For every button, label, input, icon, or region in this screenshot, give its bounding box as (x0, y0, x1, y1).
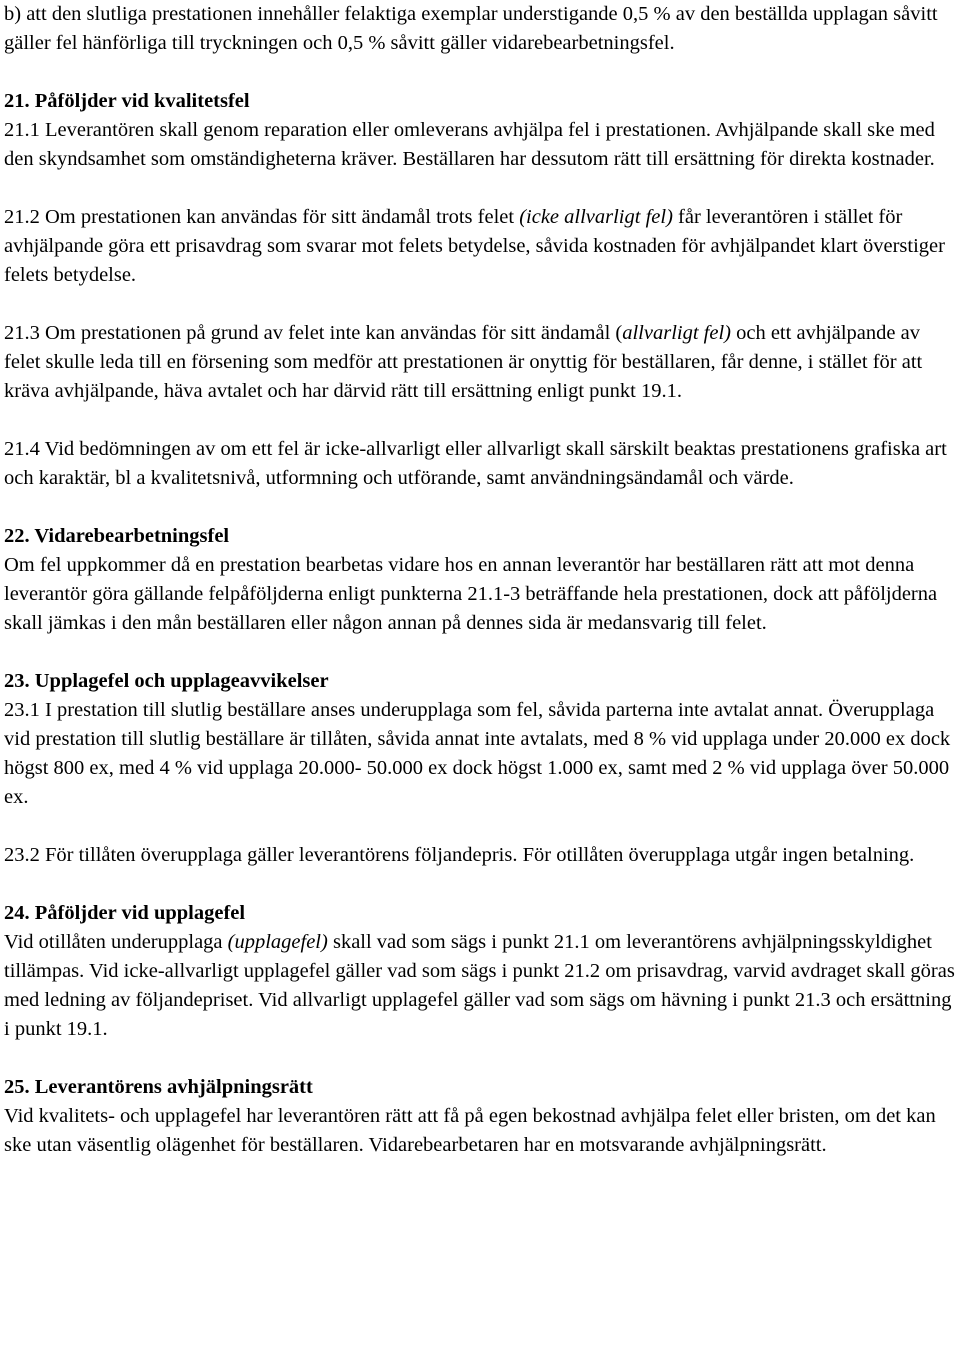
intro-paragraph: b) att den slutliga prestationen innehåller felaktiga exemplar understigande 0,5 % av den beställda upplagan såvitt gäller fel hänförliga till tryckningen och 0,5 % såvitt gäller vidarebearbetningsfel. (4, 3, 938, 54)
paragraph-21-3-italic: allvarligt fel) (622, 322, 731, 344)
section-22-heading: 22. Vidarebearbetningsfel (4, 525, 230, 547)
section-22 (4, 522, 956, 638)
section-24 (4, 899, 956, 1044)
paragraph-21-2-text-a: 21.2 Om prestationen kan användas för sitt ändamål trots felet (4, 206, 520, 228)
paragraph-21-4: 21.4 Vid bedömningen av om ett fel är icke-allvarligt eller allvarligt skall särskilt beaktas prestationens grafiska art och karaktär, bl a kvalitetsnivå, utformning och utförande, samt användningsändamål och värde. (4, 438, 947, 489)
paragraph-22: Om fel uppkommer då en prestation bearbetas vidare hos en annan leverantör har beställaren rätt att mot denna leverantör göra gällande felpåföljderna enligt punkterna 21.1-3 beträffande hela prestationen, dock att påföljderna skall jämkas i den mån beställaren eller någon annan på dennes sida är medansvarig till felet. (4, 554, 938, 634)
paragraph-23-1: 23.1 I prestation till slutlig beställare anses underupplaga som fel, såvida parterna inte avtalat annat. Överupplaga vid prestation till slutlig beställare är tillåten, såvida annat inte avtalats, med 8 % vid upplaga under 20.000 ex dock högst 800 ex, med 4 % vid upplaga 20.000- 50.000 ex dock högst 1.000 ex, samt med 2 % vid upplaga över 50.000 ex. (4, 699, 951, 808)
paragraph-21-3 (4, 319, 956, 406)
paragraph-25: Vid kvalitets- och upplagefel har leverantören rätt att få på egen bekostnad avhjälpa felet eller bristen, om det kan ske utan väsentlig olägenhet för beställaren. Vidarebearbetaren har en motsvarande avhjälpningsrätt. (4, 1105, 936, 1156)
paragraph-24 (4, 928, 956, 1044)
section-25 (4, 1073, 956, 1160)
section-21 (4, 87, 956, 493)
paragraph-21-2-text-b: får leverantören i stället för avhjälpande göra ett prisavdrag som svarar mot felets betydelse, såvida kostnaden för avhjälpandet klart överstiger felets betydelse. (4, 206, 945, 286)
section-24-heading: 24. Påföljder vid upplagefel (4, 902, 246, 924)
section-23-heading: 23. Upplagefel och upplageavvikelser (4, 670, 329, 692)
paragraph-24-text-b: skall vad som sägs i punkt 21.1 om leverantörens avhjälpningsskyldighet tillämpas. Vid icke-allvarligt upplagefel gäller vad som sägs i punkt 21.2 om prisavdrag, varvid avdraget skall göras med ledning av följandepriset. Vid allvarligt upplagefel gäller vad som sägs om hävning i punkt 21.3 och ersättning i punkt 19.1. (4, 931, 955, 1040)
paragraph-21-2-italic: (icke allvarligt fel) (519, 206, 673, 228)
paragraph-24-text-a: Vid otillåten underupplaga (4, 931, 228, 953)
paragraph-23-2: 23.2 För tillåten överupplaga gäller leverantörens följandepris. För otillåten överupplaga utgår ingen betalning. (4, 844, 915, 866)
paragraph-21-3-text-a: 21.3 Om prestationen på grund av felet inte kan användas för sitt ändamål ( (4, 322, 623, 344)
paragraph-21-3-text-b: och ett avhjälpande av felet skulle leda till en försening som medför att prestationen är onyttig för beställaren, får denne, i stället för att kräva avhjälpande, häva avtalet och har därvid rätt till ersättning enligt punkt 19.1. (4, 322, 923, 402)
paragraph-21-2 (4, 203, 956, 290)
paragraph-21-1: 21.1 Leverantören skall genom reparation eller omleverans avhjälpa fel i prestationen. Avhjälpande skall ske med den skyndsamhet som omständigheterna kräver. Beställaren har dessutom rätt till ersättning för direkta kostnader. (4, 119, 935, 170)
section-23 (4, 667, 956, 870)
paragraph-24-italic: (upplagefel) (227, 931, 328, 953)
section-21-heading: 21. Påföljder vid kvalitetsfel (4, 90, 250, 112)
section-25-heading: 25. Leverantörens avhjälpningsrätt (4, 1076, 313, 1098)
